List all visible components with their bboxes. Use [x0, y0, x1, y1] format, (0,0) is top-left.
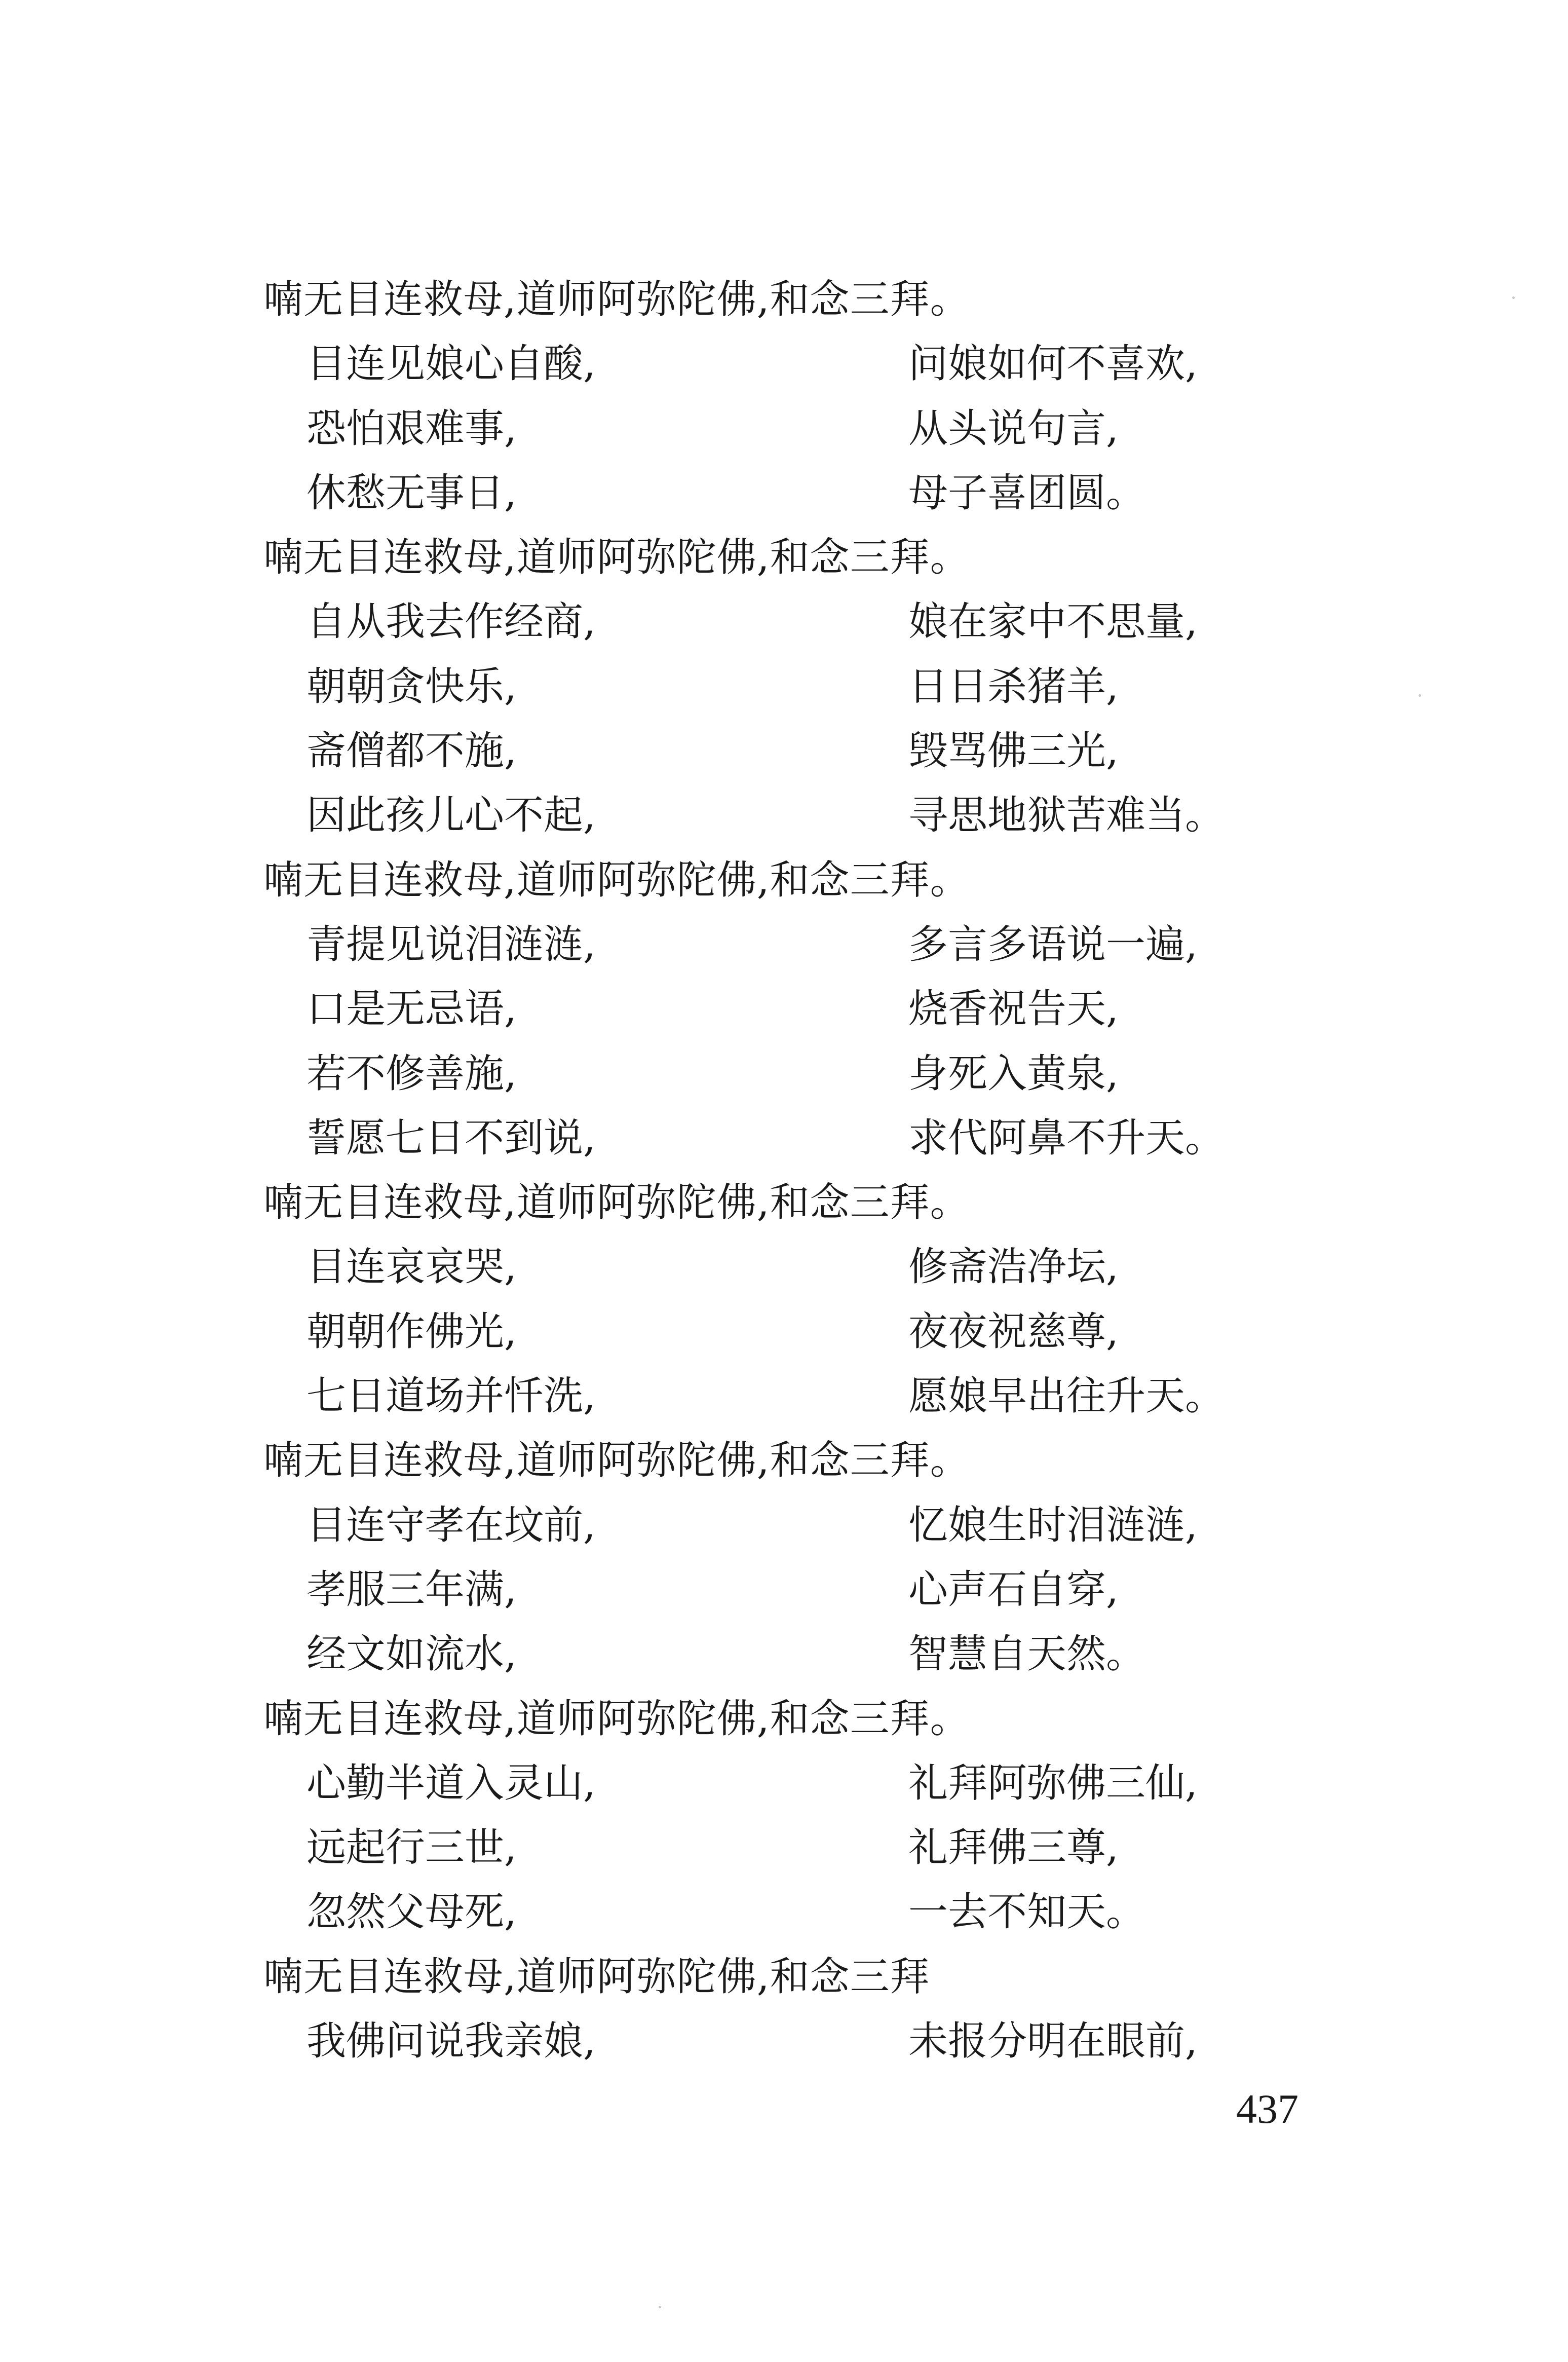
- verse-line-right: 忆娘生时泪涟涟,: [908, 1502, 1198, 1548]
- verse-line-right: 毁骂佛三光,: [908, 728, 1119, 774]
- verse-line-right: 一去不知天。: [908, 1889, 1146, 1935]
- verse-line-left: 朝朝作佛光,: [307, 1308, 517, 1355]
- verse-line-left: 我佛问说我亲娘,: [307, 2018, 596, 2065]
- verse-text-block: [263, 268, 1277, 2074]
- verse-line-left: 若不修善施,: [307, 1051, 517, 1097]
- verse-line: [263, 977, 1277, 1041]
- verse-line-right: 愿娘早出往升天。: [908, 1373, 1225, 1419]
- verse-line-left: 目连哀哀哭,: [307, 1244, 517, 1290]
- verse-line-right: 夜夜祝慈尊,: [908, 1308, 1119, 1355]
- verse-line-right: 修斋浩净坛,: [908, 1244, 1119, 1290]
- verse-line-left: 口是无忌语,: [307, 986, 517, 1032]
- refrain-line: 喃无目连救母,道师阿弥陀佛,和念三拜。: [263, 1180, 970, 1226]
- verse-line: [263, 332, 1277, 396]
- refrain-line: 喃无目连救母,道师阿弥陀佛,和念三拜。: [263, 277, 970, 322]
- verse-line: [263, 2009, 1277, 2074]
- verse-line: [263, 1042, 1277, 1106]
- verse-line: [263, 1364, 1277, 1429]
- verse-line-left: 忽然父母死,: [307, 1889, 517, 1935]
- verse-line-left: 七日道场并忏洗,: [307, 1373, 596, 1419]
- verse-line: [263, 655, 1277, 719]
- verse-line-left: 目连守孝在坟前,: [307, 1502, 596, 1548]
- verse-line-left: 因此孩儿心不起,: [307, 793, 596, 839]
- verse-line: [263, 783, 1277, 848]
- verse-line-left: 目连见娘心自酸,: [307, 341, 596, 387]
- paper-speck: [1512, 296, 1515, 299]
- verse-line-right: 从头说句言,: [908, 405, 1119, 452]
- verse-line: [263, 1300, 1277, 1364]
- verse-line-right: 礼拜佛三尊,: [908, 1825, 1119, 1871]
- verse-line-left: 斋僧都不施,: [307, 728, 517, 774]
- verse-line-right: 烧香祝告天,: [908, 986, 1119, 1032]
- verse-line: [263, 1880, 1277, 1944]
- verse-line-left: 经文如流水,: [307, 1631, 517, 1677]
- verse-line: [263, 1751, 1277, 1816]
- verse-line: [263, 913, 1277, 977]
- verse-line-right: 问娘如何不喜欢,: [908, 341, 1198, 387]
- verse-line: [263, 1558, 1277, 1622]
- verse-line-right: 智慧自天然。: [908, 1631, 1146, 1677]
- verse-line-left: 休愁无事日,: [307, 470, 517, 516]
- verse-line: [263, 719, 1277, 783]
- verse-line-right: 心声石自穿,: [908, 1566, 1119, 1613]
- verse-line: [263, 1106, 1277, 1171]
- verse-line: [263, 461, 1277, 526]
- refrain-line: 喃无目连救母,道师阿弥陀佛,和念三拜。: [263, 1696, 970, 1742]
- refrain-line: 喃无目连救母,道师阿弥陀佛,和念三拜: [263, 1954, 930, 2000]
- verse-line: [263, 1493, 1277, 1558]
- page-number: 437: [1236, 2086, 1298, 2132]
- verse-line-right: 多言多语说一遍,: [908, 921, 1198, 967]
- verse-line-left: 朝朝贪快乐,: [307, 663, 517, 709]
- verse-line-left: 心勤半道入灵山,: [307, 1760, 596, 1806]
- verse-line-right: 娘在家中不思量,: [908, 599, 1198, 645]
- verse-line-left: 自从我去作经商,: [307, 599, 596, 645]
- verse-line: [263, 1816, 1277, 1880]
- verse-line-left: 远起行三世,: [307, 1825, 517, 1871]
- verse-line-left: 誓愿七日不到说,: [307, 1115, 596, 1161]
- verse-line-right: 身死入黄泉,: [908, 1051, 1119, 1097]
- paper-speck: [1419, 694, 1421, 697]
- verse-line-left: 恐怕艰难事,: [307, 405, 517, 452]
- refrain-line: 喃无目连救母,道师阿弥陀佛,和念三拜。: [263, 1438, 970, 1484]
- paper-speck: [659, 2306, 661, 2308]
- verse-line-right: 日日杀猪羊,: [908, 663, 1119, 709]
- verse-line: [263, 1622, 1277, 1686]
- verse-line-right: 未报分明在眼前,: [908, 2018, 1198, 2065]
- verse-line: [263, 590, 1277, 654]
- verse-line-right: 寻思地狱苦难当。: [908, 793, 1225, 839]
- verse-line-left: 青提见说泪涟涟,: [307, 921, 596, 967]
- refrain-line: 喃无目连救母,道师阿弥陀佛,和念三拜。: [263, 857, 970, 903]
- verse-line: [263, 397, 1277, 461]
- refrain-line: 喃无目连救母,道师阿弥陀佛,和念三拜。: [263, 535, 970, 581]
- verse-line-right: 礼拜阿弥佛三仙,: [908, 1760, 1198, 1806]
- verse-line-right: 求代阿鼻不升天。: [908, 1115, 1225, 1161]
- verse-line: [263, 1235, 1277, 1299]
- verse-line-right: 母子喜团圆。: [908, 470, 1146, 516]
- verse-line-left: 孝服三年满,: [307, 1566, 517, 1613]
